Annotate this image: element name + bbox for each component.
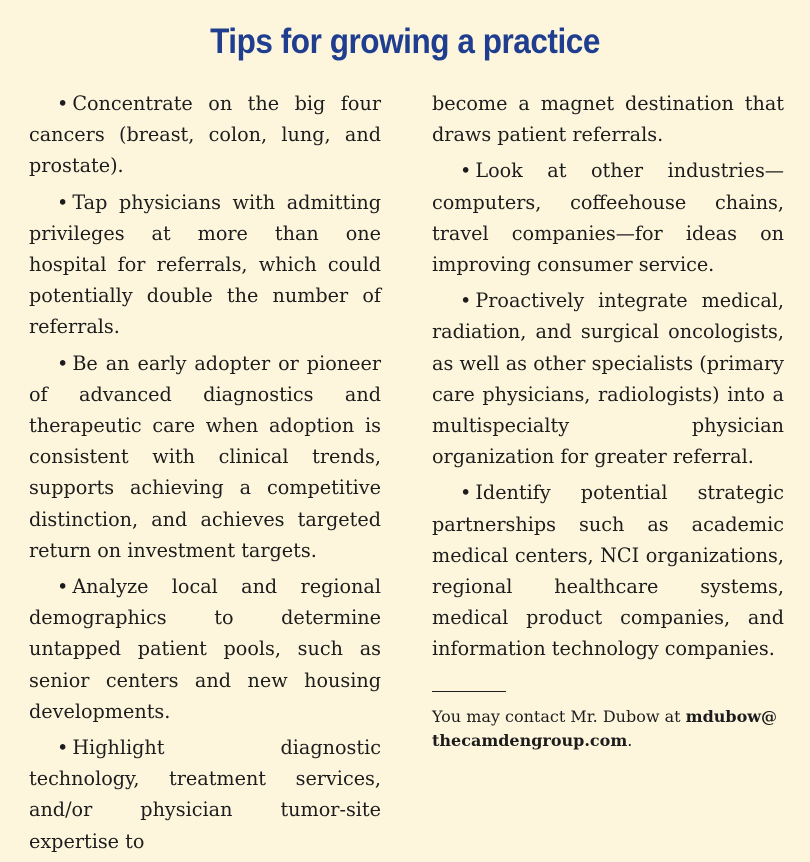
list-item: • Be an early adopter or pioneer of advanced diagnostics and therapeutic care when adoption is consistent with clinical trends, supports achieving a competitive distinction, and achieves targeted return on investment targets. (29, 351, 381, 562)
left-column (29, 88, 381, 862)
right-column (432, 88, 784, 753)
list-item: • Highlight diagnostic technology, treatment services, and/or physician tumor-site expertise to (29, 736, 381, 853)
divider (432, 691, 506, 692)
bullet: • (460, 289, 472, 313)
bullet: • (57, 575, 69, 599)
bullet: • (57, 736, 69, 760)
list-item: • Look at other industries—computers, coffeehouse chains, travel companies—for ideas on improving consumer service. (432, 159, 784, 277)
list-item: • Analyze local and regional demographics to determine untapped patient pools, such as senior centers and new housing developments. (29, 575, 381, 723)
list-item: • Identify potential strategic partnerships such as academic medical centers, NCI organizations, regional healthcare systems, medical product companies, and information technology companies. (432, 481, 784, 661)
page-title: Tips for growing a practice (210, 22, 600, 61)
contact-note: You may contact Mr. Dubow at mdubow@ thecamdengroup.com. (432, 706, 778, 750)
bullet: • (57, 190, 69, 214)
email-link[interactable]: mdubow@ thecamdengroup.com (432, 706, 778, 750)
bullet: • (460, 159, 472, 183)
bullet: • (57, 92, 69, 115)
bullet: • (460, 481, 472, 505)
list-item: • Concentrate on the big four cancers (breast, colon, lung, and prostate). (29, 92, 381, 178)
list-item-continuation: become a magnet destination that draws patient referrals. (432, 92, 784, 147)
list-item: • Tap physicians with admitting privileges at more than one hospital for referrals, which could potentially double the number of referrals. (29, 190, 381, 339)
list-item: • Proactively integrate medical, radiation, and surgical oncologists, as well as other specialists (primary care physicians, radiologists) into a multispecialty physician organization for greater referral. (432, 289, 784, 469)
bullet: • (57, 351, 69, 375)
